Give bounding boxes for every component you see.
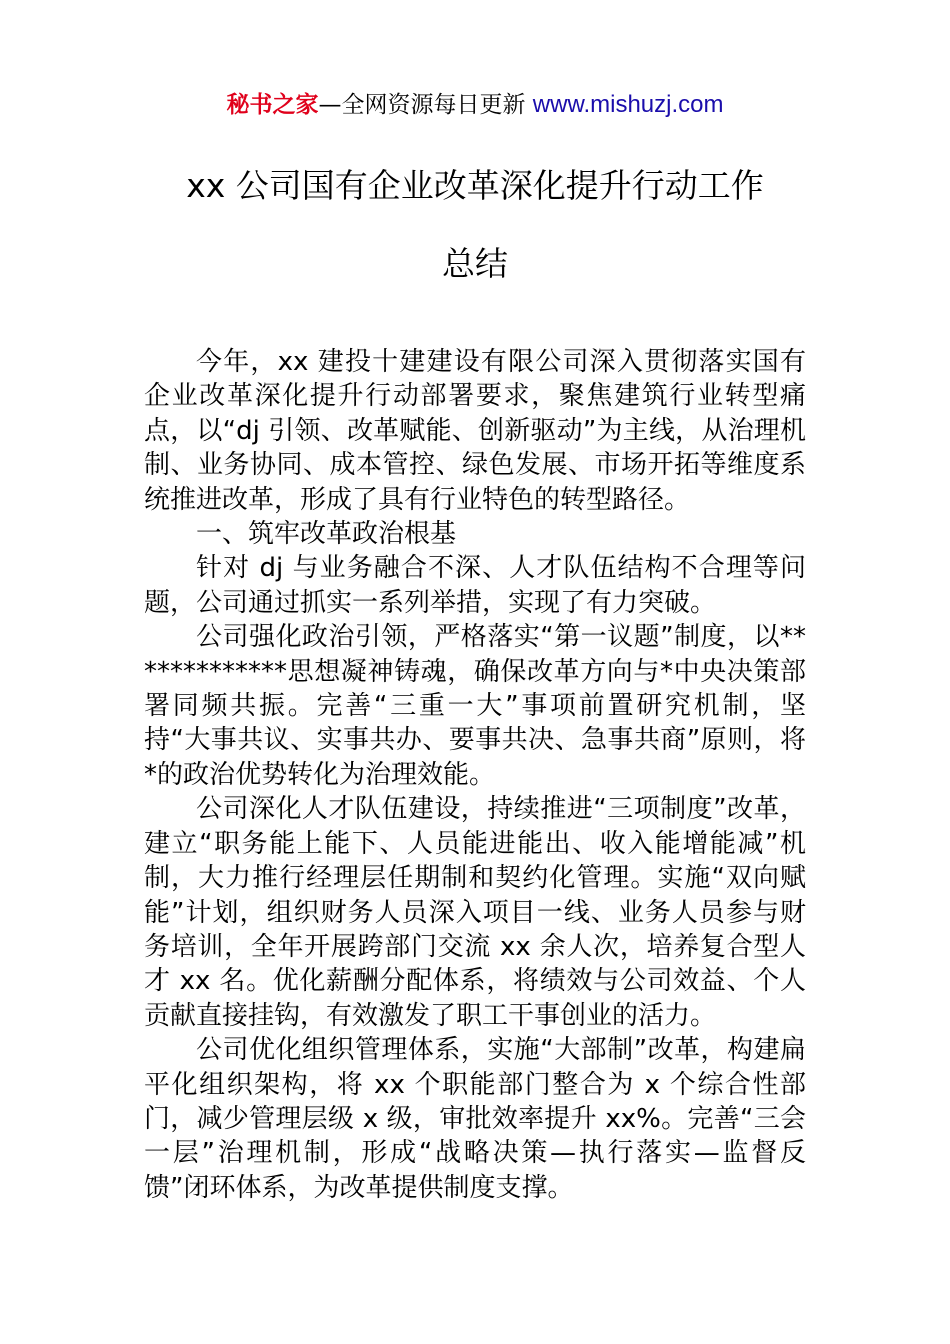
document-title [0,160,950,290]
site-brand: 秘书之家 [226,92,319,118]
document-body [144,345,806,1205]
site-tagline: —全网资源每日更新 [318,92,533,118]
paragraph-political-guidance: 公司强化政治引领，严格落实“第一议题”制度，以*************思想凝神铸魂，确保改革方向与*中央决策部署同频共振。完善“三重一大”事项前置研究机制，坚持“大事共议、实事共办、要事共决、急事共商”原则，将*的政治优势转化为治理效能。 [144,622,806,790]
paragraph-talent-building: 公司深化人才队伍建设，持续推进“三项制度”改革，建立“职务能上能下、人员能进能出、收入能增能减”机制，大力推行经理层任期制和契约化管理。实施“双向赋能”计划，组织财务人员深入项目一线、业务人员参与财务培训，全年开展跨部门交流 xx 余人次，培养复合型人才 xx 名。优化薪酬分配体系，将绩效与公司效益、个人贡献直接挂钩，有效激发了职工干事创业的活力。 [144,794,806,1031]
paragraph-problems: 针对 dj 与业务融合不深、人才队伍结构不合理等问题，公司通过抓实一系列举措，实现了有力突破。 [144,553,806,618]
paragraph-organization: 公司优化组织管理体系，实施“大部制”改革，构建扁平化组织架构，将 xx 个职能部门整合为 x 个综合性部门，减少管理层级 x 级，审批效率提升 xx%。完善“三会一层”治理机制，形成“战略决策—执行落实—监督反馈”闭环体系，为改革提供制度支撑。 [144,1035,806,1203]
section-heading-1: 一、筑牢改革政治根基 [196,519,457,550]
site-url-link[interactable]: www.mishuzj.com [532,91,724,118]
site-header [0,88,950,122]
title-line-2: 总结 [442,244,508,283]
title-line-1: xx 公司国有企业改革深化提升行动工作 [186,166,764,205]
paragraph-intro: 今年，xx 建投十建建设有限公司深入贯彻落实国有企业改革深化提升行动部署要求，聚焦建筑行业转型痛点，以“dj 引领、改革赋能、创新驱动”为主线，从治理机制、业务协同、成本管控、绿色发展、市场开拓等维度系统推进改革，形成了具有行业特色的转型路径。 [144,347,806,515]
